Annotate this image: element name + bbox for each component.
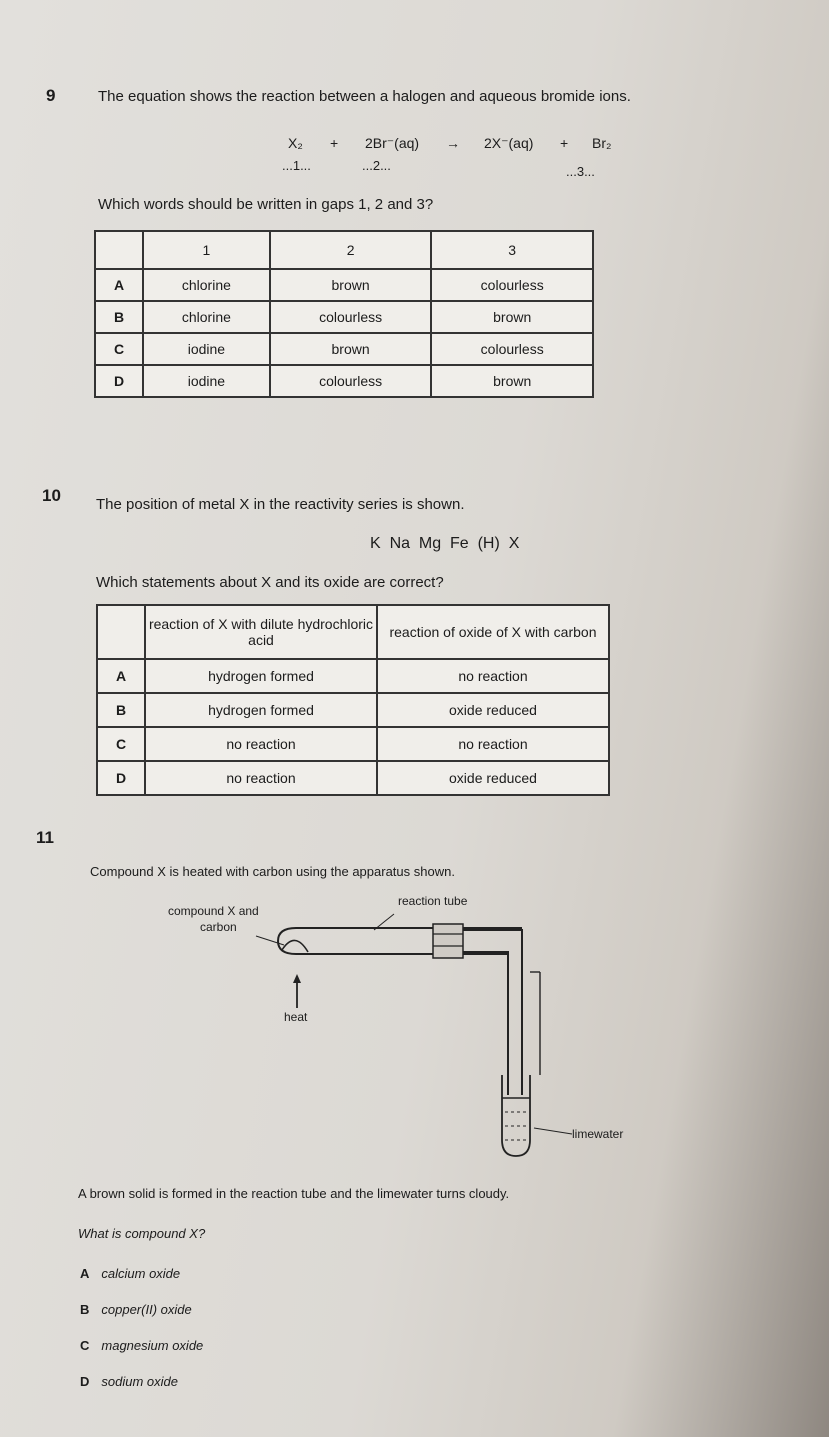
header-gap-2: 2: [270, 231, 432, 269]
cell-gap-3: colourless: [431, 333, 593, 365]
reactivity-series: K Na Mg Fe (H) X: [370, 535, 520, 552]
table-row: [95, 269, 593, 301]
q10-number: 10: [42, 486, 61, 505]
q9-question: Which words should be written in gaps 1, 2 and 3?: [98, 196, 434, 213]
cell-gap-3: brown: [431, 365, 593, 397]
row-label[interactable]: B: [95, 301, 143, 333]
label-heat: heat: [284, 1010, 308, 1024]
cell-acid-reaction: hydrogen formed: [145, 693, 377, 727]
table-corner: [97, 605, 145, 659]
delivery-tube-inner: [463, 952, 508, 1095]
option-label: C: [80, 1338, 90, 1353]
stopper: [433, 924, 463, 958]
option-text: magnesium oxide: [101, 1338, 204, 1353]
option-label: B: [80, 1302, 90, 1317]
compound-leader-line: [256, 936, 284, 945]
row-label[interactable]: A: [95, 269, 143, 301]
eq-bromide: 2Br⁻(aq): [365, 135, 420, 151]
row-label[interactable]: B: [97, 693, 145, 727]
table-corner: [95, 231, 143, 269]
header-carbon-reaction: reaction of oxide of X with carbon: [377, 605, 609, 659]
cell-gap-3: colourless: [431, 269, 593, 301]
table-row: [97, 659, 609, 693]
cell-gap-3: brown: [431, 301, 593, 333]
option-text: calcium oxide: [101, 1266, 181, 1281]
option-d[interactable]: [80, 1374, 178, 1389]
label-carbon: carbon: [200, 920, 237, 934]
compound-heap: [282, 940, 308, 952]
cell-carbon-reaction: no reaction: [377, 659, 609, 693]
cell-carbon-reaction: oxide reduced: [377, 761, 609, 795]
limewater-leader-line: [534, 1128, 572, 1134]
table-row: [97, 693, 609, 727]
q10-stem: The position of metal X in the reactivity series is shown.: [96, 496, 465, 513]
option-text: sodium oxide: [101, 1374, 178, 1389]
option-label: D: [80, 1374, 90, 1389]
q11-question: What is compound X?: [78, 1226, 206, 1241]
cell-carbon-reaction: no reaction: [377, 727, 609, 761]
q11-number: 11: [36, 828, 54, 847]
eq-x2: X₂: [288, 135, 303, 151]
table-row: [95, 333, 593, 365]
q10-question: Which statements about X and its oxide are correct?: [96, 574, 444, 591]
label-limewater: limewater: [572, 1127, 624, 1141]
table-row: [97, 761, 609, 795]
table-header-row: [97, 605, 609, 659]
heat-arrow-head: [293, 974, 301, 983]
option-text: copper(II) oxide: [101, 1302, 192, 1317]
option-c[interactable]: [80, 1338, 203, 1353]
row-label[interactable]: D: [97, 761, 145, 795]
q9-stem: The equation shows the reaction between a halogen and aqueous bromide ions.: [98, 88, 631, 105]
cell-gap-1: chlorine: [143, 269, 270, 301]
table-header-row: [95, 231, 593, 269]
cell-gap-1: chlorine: [143, 301, 270, 333]
cell-gap-2: colourless: [270, 365, 432, 397]
q10-answer-table: [96, 604, 610, 796]
row-label[interactable]: C: [95, 333, 143, 365]
cell-acid-reaction: hydrogen formed: [145, 659, 377, 693]
row-label[interactable]: D: [95, 365, 143, 397]
cell-acid-reaction: no reaction: [145, 727, 377, 761]
option-b[interactable]: [80, 1302, 192, 1317]
label-compound: compound X and: [168, 904, 259, 918]
test-tube: [502, 1075, 530, 1156]
option-a[interactable]: [80, 1266, 180, 1281]
q11-observation: A brown solid is formed in the reaction tube and the limewater turns cloudy.: [78, 1186, 510, 1201]
gap-1: ...1...: [282, 158, 311, 173]
cell-gap-2: colourless: [270, 301, 432, 333]
option-label: A: [80, 1266, 90, 1281]
cell-gap-2: brown: [270, 269, 432, 301]
row-label[interactable]: C: [97, 727, 145, 761]
label-reaction-tube: reaction tube: [398, 894, 468, 908]
eq-halide: 2X⁻(aq): [484, 135, 534, 151]
eq-arrow: →: [446, 135, 460, 151]
q9-answer-table: [94, 230, 594, 398]
cell-acid-reaction: no reaction: [145, 761, 377, 795]
header-acid-reaction: reaction of X with dilute hydrochloric acid: [145, 605, 377, 659]
q9-number: 9: [46, 86, 56, 105]
eq-plus-1: +: [330, 135, 339, 151]
header-gap-1: 1: [143, 231, 270, 269]
cell-gap-2: brown: [270, 333, 432, 365]
gap-3: ...3...: [566, 164, 595, 179]
eq-plus-2: +: [560, 135, 569, 151]
cell-gap-1: iodine: [143, 365, 270, 397]
cell-carbon-reaction: oxide reduced: [377, 693, 609, 727]
row-label[interactable]: A: [97, 659, 145, 693]
cell-gap-1: iodine: [143, 333, 270, 365]
eq-bromine: Br₂: [592, 135, 612, 151]
header-gap-3: 3: [431, 231, 593, 269]
table-row: [95, 301, 593, 333]
q11-stem: Compound X is heated with carbon using the apparatus shown.: [90, 864, 455, 879]
gap-2: ...2...: [362, 158, 391, 173]
table-row: [97, 727, 609, 761]
reaction-tube: [278, 928, 522, 954]
table-row: [95, 365, 593, 397]
